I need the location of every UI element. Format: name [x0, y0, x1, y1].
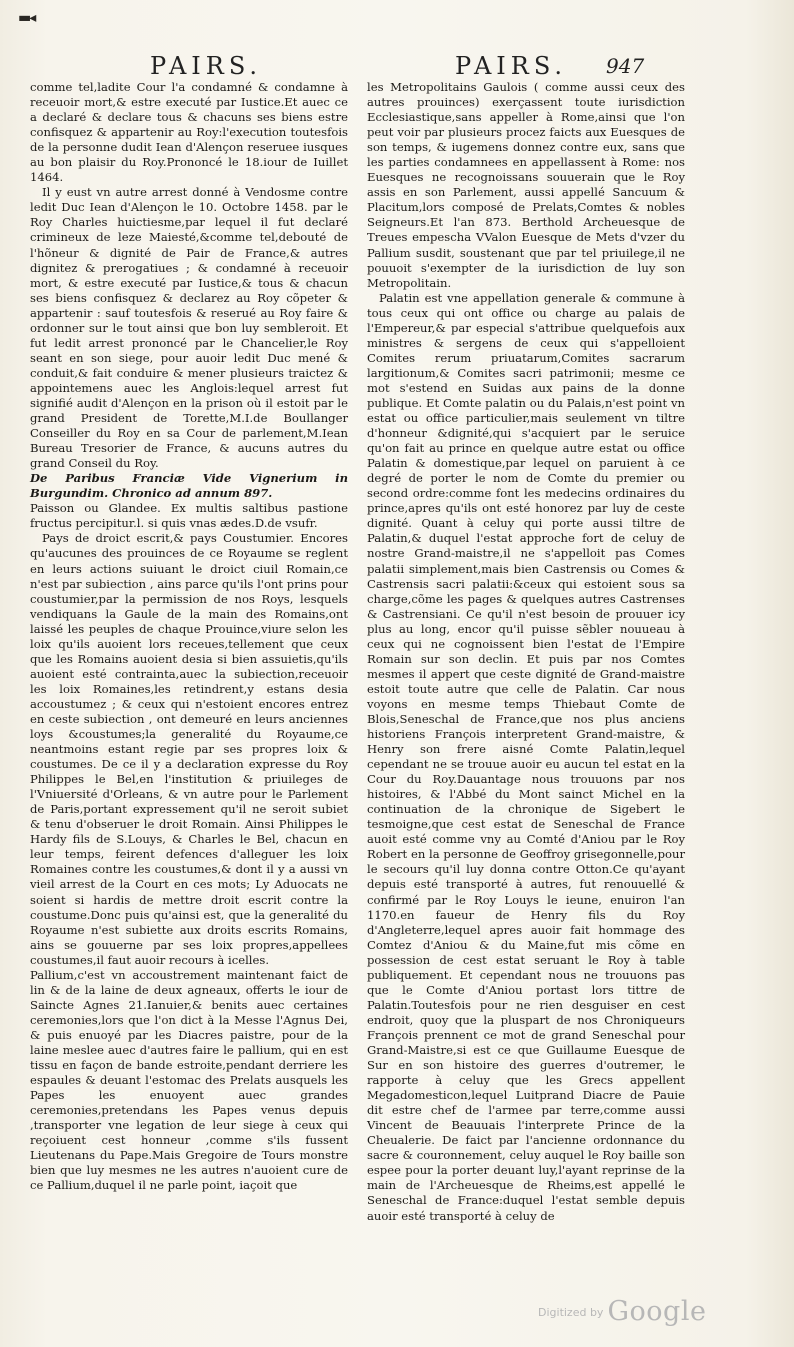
paragraph: comme tel,ladite Cour l'a condamné & condamne à receuoir mort,& estre executé par Iustice.Et auec ce a declaré & declare tous & chacuns ses biens estre confisquez & appartenir au Roy:l'execution toutesfois de la personne dudit Iean d'Alençon reseruee iusques au bon plaisir du Roy.Prononcé le 18.iour de Iuillet 1464. [30, 80, 348, 185]
paragraph: les Metropolitains Gaulois ( comme aussi ceux des autres prouinces) exerçassent toute iurisdiction Ecclesiastique,sans appeller à Rome,ainsi que l'on peut voir par plusieurs procez faicts aux Euesques de son temps, & iugemens donnez contre eux, sans que les parties condamnees en appellassent à Rome: nos Euesques ne recognoissans souuerain que le Roy assis en son Parlement, aussi appellé Sancuum & Placitum,lors composé de Prelats,Comtes & nobles Seigneurs.Et l'an 873. Berthold Archeuesque de Treues empescha VValon Euesque de Mets d'vzer du Pallium susdit, soustenant que par tel priuilege,il ne pouuoit s'exempter de la iurisdiction de luy son Metropolitain. [367, 80, 685, 290]
paragraph: Pays de droict escrit,& pays Coustumier. Encores qu'aucunes des prouinces de ce Royaume se reglent en leurs actions suiuant le droict ciuil Romain,ce n'est par subiection , ains parce qu'ils l'ont prins pour coustumier,par la permission de nos Roys, lesquels vendiquans la Gaule de la main des Romains,ont laissé les peuples de chaque Prouince,viure selon les loix qu'ils auoient lors receues,tellement que ceux que les Romains auoient desia si bien assuietis,qu'ils auoient esté contrainta,auec la subiection,receuoir les loix Romaines,les retindrent,y estans desia accoustumez ; & ceux qui n'estoient encores entrez en ceste subiection , ont demeuré en leurs anciennes loys &coustumes;la generalité du Royaume,ce neantmoins estant regie par ses propres loix & coustumes. De ce il y a declaration expresse du Roy Philippes le Bel,en l'institution & priuileges de l'Vniuersité d'Orleans, & vn autre pour le Parlement de Paris,portant expressement qu'il ne seroit subiet & tenu d'obseruer le droit Romain. Ainsi Philippes le Hardy fils de S.Louys, & Charles le Bel, chacun en leur temps, feirent defences d'alleguer les loix Romaines contre les coustumes,& dont il y a aussi vn vieil arrest de la Court en ces mots; Ly Aduocats ne soient si hardis de mettre droit escrit contre la coustume.Donc puis qu'ainsi est, que la generalité du Royaume n'est subiette aux droits escrits Romains, ains se gouuerne par ses loix propres,appellees coustumes,il faut auoir recours à icelles. [30, 531, 348, 967]
watermark-prefix: Digitized by [538, 1306, 604, 1319]
left-text-column [30, 80, 348, 1193]
digitized-watermark [538, 1296, 706, 1327]
paragraph: Palatin est vne appellation generale & commune à tous ceux qui ont office ou charge au palais de l'Empereur,& par especial s'attribue quelquefois aux ministres & sergens de ceux qui s'appelloient Comites rerum priuatarum,Comites sacrarum largitionum,& Comites sacri patrimonii; mesme ce mot s'estend en Suidas aux pains de la donne publique. Et Comte palatin ou du Palais,n'est point vn estat ou office particulier,mais seulement vn tiltre d'honneur &dignité,qui s'acquiert par le seruice qu'on fait au prince en quelque autre estat ou office Palatin & domestique,par lequel on paruient à ce degré de porter le nom de Comte du premier ou second ordre:comme font les medecins ordinaires du prince,apres qu'ils ont esté honorez par luy de ceste dignité. Quant à celuy qui porte aussi tiltre de Palatin,& duquel l'estat approche fort de celuy de nostre Grand-maistre,il ne s'appelloit pas Comes palatii simplement,mais bien Castrensis ou Comes & Castrensis sacri palatii:&ceux qui estoient sous sa charge,cõme les pages & quelques autres Castrenses & Castrensiani. Ce qu'il n'est besoin de prouuer icy plus au long, encor qu'il puisse sẽbler nouueau à ceux qui ne cognoissent bien l'estat de l'Empire Romain sur son declin. Et puis par nos Comtes mesmes il appert que ceste dignité de Grand-maistre estoit toute autre que celle de Palatin. Car nous voyons en mesme temps Thiebaut Comte de Blois,Seneschal de France,que nos plus anciens historiens François interpretent Grand-maistre, & Henry son frere aisné Comte Palatin,lequel cependant ne se trouue auoir eu aucun tel estat en la Cour du Roy.Dauantage nous trouuons par nos histoires, & l'Abbé du Mont sainct Michel en la continuation de la chronique de Sigebert le tesmoigne,que cest estat de Seneschal de France auoit esté comme vny au Comté d'Aniou par le Roy Robert en la personne de Geoffroy grisegonnelle,pour le secours qu'il luy donna contre Otton.Ce qu'ayant depuis esté transporté à autres, fut renouuellé & confirmé par le Roy Louys le ieune, enuiron l'an 1170.en faueur de Henry fils du Roy d'Angleterre,lequel apres auoir fait hommage des Comtez d'Aniou & du Maine,fut mis cõme en possession de cest estat seruant le Roy à table publiquement. Et cependant nous ne trouuons pas que le Comte d'Aniou portast lors tittre de Palatin.Toutesfois pour ne rien desguiser en cest endroit, quoy que la pluspart de nos Chroniqueurs François prennent ce mot de grand Seneschal pour Grand-Maistre,si est ce que Guillaume Euesque de Sur en son histoire des guerres d'outremer, le rapporte à celuy que les Grecs appellent Megadomesticon,lequel Luitprand Diacre de Pauie dit estre chef de l'armee par terre,comme aussi Vincent de Beauuais l'interprete Prince de la Cheualerie. De faict par l'ancienne ordonnance du sacre & couronnement, celuy auquel le Roy baille son espee pour la porter deuant luy,l'ayant reprinse de la main de l'Archeuesque de Rheims,est appellé le Seneschal de France:duquel l'estat semble depuis auoir esté transporté à celuy de [367, 290, 685, 1223]
paragraph: Pallium,c'est vn accoustrement maintenant faict de lin & de la laine de deux agneaux, offerts le iour de Saincte Agnes 21.Ianuier,& benits auec certaines ceremonies,lors que l'on dict à la Messe l'Agnus Dei, & puis enuoyé par les Diacres paistre, pour de la laine meslee auec d'autres faire le pallium, qui en est tissu en façon de bande estroite,pendant derriere les espaules & deuant l'estomac des Prelats ausquels les Papes les enuoyent auec grandes ceremonies,pretendans les Papes venus depuis ,transporter vne legation de leur siege à ceux qui reçoiuent cest honneur ,comme s'ils fussent Lieutenans du Pape.Mais Gregoire de Tours monstre bien que luy mesmes ne les autres n'auoient cure de ce Pallium,duquel il ne parle point, iaçoit que [30, 967, 348, 1193]
right-text-column [367, 80, 685, 1224]
left-running-head: PAIRS. [150, 52, 263, 80]
paragraph: Paisson ou Glandee. Ex multis saltibus pastione fructus percipitur.l. si quis vnas ædes.D.de vsufr. [30, 501, 348, 531]
paragraph: De Paribus Franciæ Vide Vignerium in Burgundim. Chronico ad annum 897. [30, 471, 348, 501]
google-logo: Google [607, 1296, 707, 1327]
page-number: 947 [606, 54, 645, 78]
page-corner-mark: ▬◂ [18, 10, 35, 26]
right-running-head: PAIRS. [455, 52, 568, 80]
paragraph: Il y eust vn autre arrest donné à Vendosme contre ledit Duc Iean d'Alençon le 10. Octobre 1458. par le Roy Charles huictiesme,par lequel il fut declaré crimineux de leze Maiesté,&comme tel,debouté de l'hõneur & dignité de Pair de France,& autres dignitez & prerogatiues ; & condamné à receuoir mort, & estre executé par Iustice,& tous & chacun ses biens confisquez & declarez au Roy cõpeter & appartenir : sauf toutesfois & reserué au Roy faire & ordonner sur le tout ainsi que bon luy sembleroit. Et fut ledit arrest prononcé par le Chancelier,le Roy seant en son siege, pour auoir ledit Duc mené & conduit,& fait conduire & mener plusieurs traictez & appointemens auec les Anglois:lequel arrest fut signifié audit d'Alençon en la prison où il estoit par le grand President de Torette,M.I.de Boullanger Conseiller du Roy en sa Cour de parlement,M.Iean Bureau Tresorier de France, & aucuns autres du grand Conseil du Roy. [30, 185, 348, 471]
